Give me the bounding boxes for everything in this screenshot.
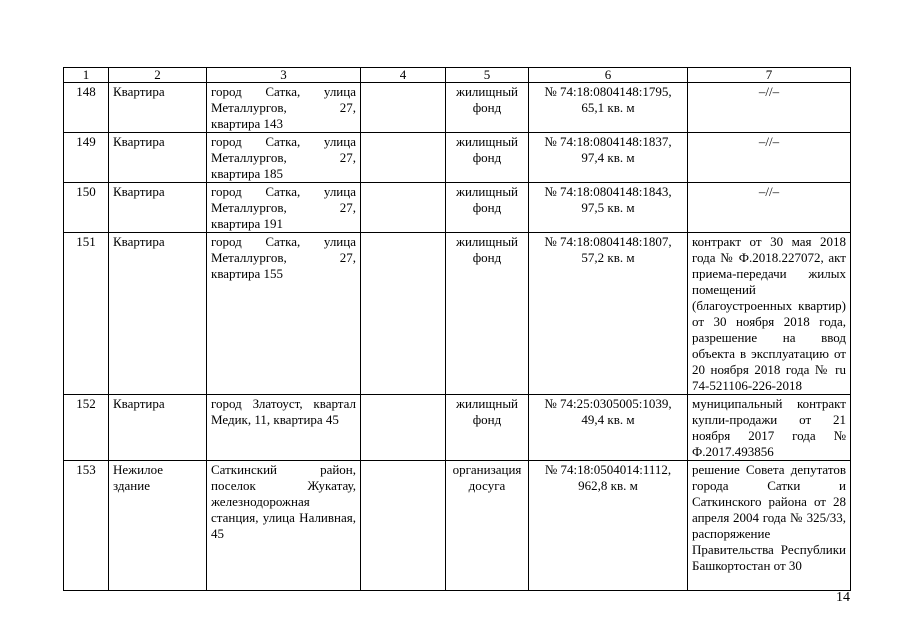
column-header: 6 xyxy=(529,68,688,83)
table-row xyxy=(64,233,851,395)
object-name: Квартира xyxy=(109,183,207,233)
table-row xyxy=(64,395,851,461)
cadastral-number: № 74:18:0804148:1807, 57,2 кв. м xyxy=(529,233,688,395)
object-name: Квартира xyxy=(109,83,207,133)
row-number: 149 xyxy=(64,133,109,183)
column-4-cell xyxy=(361,133,446,183)
column-4-cell xyxy=(361,83,446,133)
object-name: Квартира xyxy=(109,133,207,183)
column-header: 5 xyxy=(446,68,529,83)
table-row xyxy=(64,133,851,183)
object-address: город Сатка, улица Металлургов, 27, квартира 191 xyxy=(207,183,361,233)
object-address: Саткинский район, поселок Жукатау, железнодорожная станция, улица Наливная, 45 xyxy=(207,461,361,591)
row-number: 151 xyxy=(64,233,109,395)
object-address: город Златоуст, квартал Медик, 11, квартира 45 xyxy=(207,395,361,461)
cadastral-number: № 74:18:0804148:1837, 97,4 кв. м xyxy=(529,133,688,183)
basis-document: –//– xyxy=(688,83,851,133)
row-number: 153 xyxy=(64,461,109,591)
basis-document: муниципальный контракт купли-продажи от 21 ноября 2017 года № Ф.2017.493856 xyxy=(688,395,851,461)
column-header: 4 xyxy=(361,68,446,83)
column-header: 1 xyxy=(64,68,109,83)
row-number: 150 xyxy=(64,183,109,233)
cadastral-number: № 74:25:0305005:1039, 49,4 кв. м xyxy=(529,395,688,461)
row-number: 148 xyxy=(64,83,109,133)
registry-table xyxy=(63,67,851,591)
object-name: Нежилое здание xyxy=(109,461,207,591)
column-4-cell xyxy=(361,395,446,461)
column-header: 3 xyxy=(207,68,361,83)
object-purpose: жилищный фонд xyxy=(446,133,529,183)
page-number: 14 xyxy=(836,590,850,605)
basis-document: контракт от 30 мая 2018 года № Ф.2018.227072, акт приема-передачи жилых помещений (благоустроенных квартир) от 30 ноября 2018 года, разрешение на ввод объекта в эксплуатацию от 20 ноября 2018 года № ru 74-521106-226-2018 xyxy=(688,233,851,395)
column-header: 2 xyxy=(109,68,207,83)
header-row xyxy=(64,68,851,83)
object-address: город Сатка, улица Металлургов, 27, квартира 143 xyxy=(207,83,361,133)
column-4-cell xyxy=(361,233,446,395)
table-row xyxy=(64,183,851,233)
cadastral-number: № 74:18:0504014:1112, 962,8 кв. м xyxy=(529,461,688,591)
object-purpose: жилищный фонд xyxy=(446,233,529,395)
table-row xyxy=(64,461,851,591)
basis-document: –//– xyxy=(688,183,851,233)
column-4-cell xyxy=(361,183,446,233)
column-header: 7 xyxy=(688,68,851,83)
basis-document: решение Совета депутатов города Сатки и Саткинского района от 28 апреля 2004 года № 325/33, распоряжение Правительства Республики Башкортостан от 30 xyxy=(688,461,851,591)
basis-document: –//– xyxy=(688,133,851,183)
object-address: город Сатка, улица Металлургов, 27, квартира 155 xyxy=(207,233,361,395)
object-address: город Сатка, улица Металлургов, 27, квартира 185 xyxy=(207,133,361,183)
column-4-cell xyxy=(361,461,446,591)
object-name: Квартира xyxy=(109,395,207,461)
object-name: Квартира xyxy=(109,233,207,395)
cadastral-number: № 74:18:0804148:1843, 97,5 кв. м xyxy=(529,183,688,233)
cadastral-number: № 74:18:0804148:1795, 65,1 кв. м xyxy=(529,83,688,133)
object-purpose: жилищный фонд xyxy=(446,395,529,461)
object-purpose: организация досуга xyxy=(446,461,529,591)
object-purpose: жилищный фонд xyxy=(446,183,529,233)
table-row xyxy=(64,83,851,133)
row-number: 152 xyxy=(64,395,109,461)
object-purpose: жилищный фонд xyxy=(446,83,529,133)
